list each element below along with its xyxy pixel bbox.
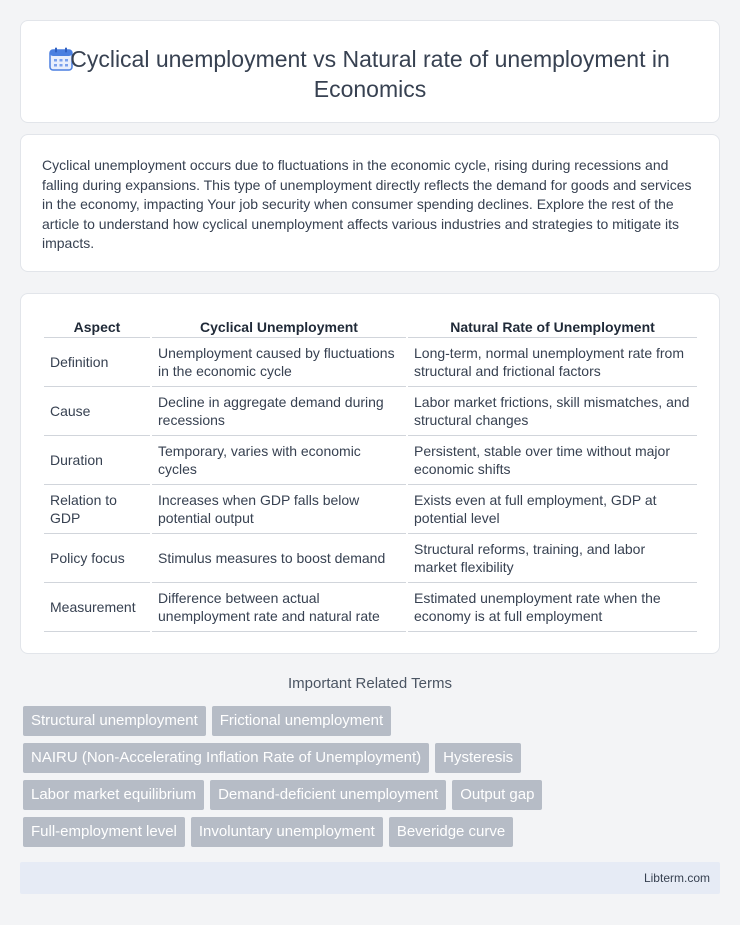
tag-row (23, 743, 723, 773)
comparison-card (20, 293, 720, 654)
aspect-cell: Duration (44, 436, 150, 485)
natural-cell: Exists even at full employment, GDP at potential level (408, 485, 697, 534)
aspect-cell: Measurement (44, 583, 150, 632)
related-term-tag[interactable]: NAIRU (Non-Accelerating Inflation Rate of Unemployment) (23, 743, 429, 773)
intro-paragraph: Cyclical unemployment occurs due to fluctuations in the economic cycle, rising during recessions and falling during expansions. This type of unemployment directly reflects the demand for goods and services in the economy, impacting Your job security when consumer spending declines. Explore the rest of the article to understand how cyclical unemployment affects various industries and strategies to mitigate its impacts. (42, 157, 692, 251)
header-cyclical: Cyclical Unemployment (152, 314, 406, 338)
cyclical-cell: Decline in aggregate demand during recessions (152, 387, 406, 436)
natural-cell: Persistent, stable over time without major economic shifts (408, 436, 697, 485)
cyclical-cell: Difference between actual unemployment rate and natural rate (152, 583, 406, 632)
footer (20, 862, 720, 894)
related-term-tag[interactable]: Output gap (452, 780, 542, 810)
natural-cell: Long-term, normal unemployment rate from structural and frictional factors (408, 338, 697, 387)
table-row (44, 387, 697, 436)
table-row (44, 338, 697, 387)
related-term-tag[interactable]: Frictional unemployment (212, 706, 391, 736)
related-terms-title: Important Related Terms (288, 675, 452, 692)
related-term-tag[interactable]: Beveridge curve (389, 817, 513, 847)
comparison-table (42, 314, 699, 632)
related-term-tag[interactable]: Hysteresis (435, 743, 521, 773)
table-row (44, 485, 697, 534)
footer-site-link[interactable]: Libterm.com (643, 871, 710, 885)
table-header-row (44, 314, 697, 338)
table-row (44, 583, 697, 632)
aspect-cell: Relation to GDP (44, 485, 150, 534)
tag-row (23, 780, 723, 810)
natural-cell: Labor market frictions, skill mismatches, and structural changes (408, 387, 697, 436)
related-term-tag[interactable]: Demand-deficient unemployment (210, 780, 446, 810)
header-aspect: Aspect (44, 314, 150, 338)
header-natural: Natural Rate of Unemployment (408, 314, 697, 338)
cyclical-cell: Stimulus measures to boost demand (152, 534, 406, 583)
header-card (20, 20, 720, 123)
tag-row (23, 817, 723, 847)
cyclical-cell: Unemployment caused by fluctuations in the economic cycle (152, 338, 406, 387)
table-row (44, 534, 697, 583)
intro-card (20, 134, 720, 272)
aspect-cell: Policy focus (44, 534, 150, 583)
natural-cell: Structural reforms, training, and labor market flexibility (408, 534, 697, 583)
cyclical-cell: Temporary, varies with economic cycles (152, 436, 406, 485)
tag-row (23, 706, 723, 736)
cyclical-cell: Increases when GDP falls below potential output (152, 485, 406, 534)
table-row (44, 436, 697, 485)
related-term-tag[interactable]: Full-employment level (23, 817, 185, 847)
related-term-tag[interactable]: Involuntary unemployment (191, 817, 383, 847)
page-title: Cyclical unemployment vs Natural rate of unemployment in Economics (70, 46, 670, 102)
aspect-cell: Definition (44, 338, 150, 387)
related-terms-list (23, 706, 723, 854)
related-term-tag[interactable]: Labor market equilibrium (23, 780, 204, 810)
aspect-cell: Cause (44, 387, 150, 436)
natural-cell: Estimated unemployment rate when the economy is at full employment (408, 583, 697, 632)
related-term-tag[interactable]: Structural unemployment (23, 706, 206, 736)
